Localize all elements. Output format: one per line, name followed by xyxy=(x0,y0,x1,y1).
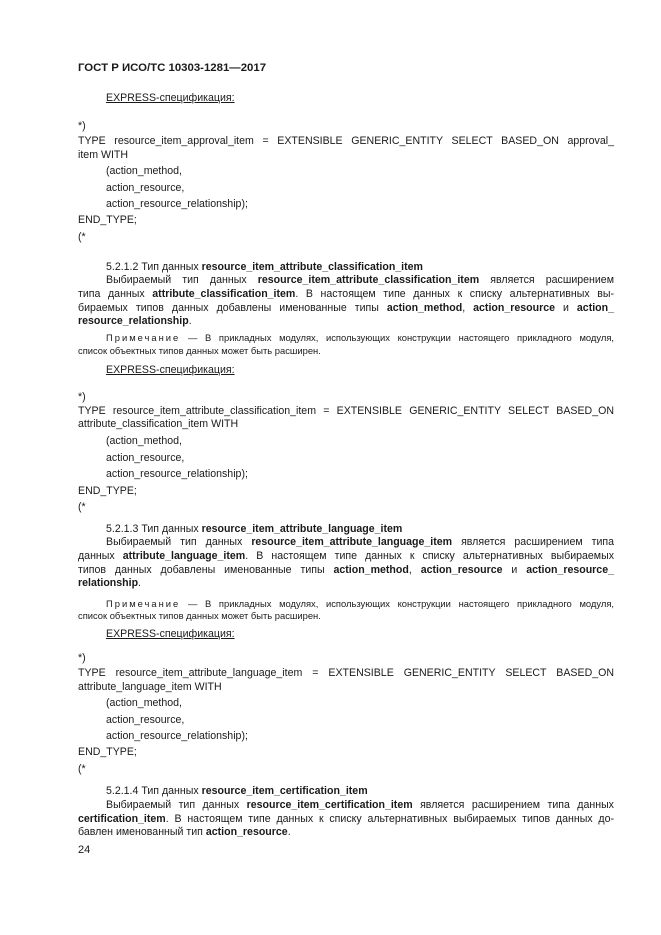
express-spec-label: EXPRESS-спецификация: xyxy=(106,628,235,640)
express-spec-label: EXPRESS-спецификация: xyxy=(106,92,235,104)
paragraph-line: Выбираемый тип данных resource_item_certification_item является расширением типа данных xyxy=(106,799,614,811)
express-spec-label: EXPRESS-спецификация: xyxy=(106,364,235,376)
select-item: action_resource, xyxy=(106,182,185,194)
paragraph-line: бавлен именованный тип action_resource. xyxy=(78,826,291,838)
note-line: Примечание — В прикладных модулях, использующих конструкции настоящего прикладного модуля, xyxy=(106,598,614,609)
end-type: END_TYPE; xyxy=(78,485,137,497)
paragraph-line: данных attribute_language_item. В настоящем типе данных к списку альтернативных выбираемых xyxy=(78,550,614,562)
section-heading: 5.2.1.3 Тип данных resource_item_attribute_language_item xyxy=(106,523,403,535)
comment-open: (* xyxy=(78,501,86,513)
type-declaration-line: TYPE resource_item_attribute_classification_item = EXTENSIBLE GENERIC_ENTITY SELECT BASED_ON xyxy=(78,405,614,417)
end-type: END_TYPE; xyxy=(78,214,137,226)
paragraph-line: бираемых типов данных добавлены именованные типы action_method, action_resource и action_ xyxy=(78,302,614,314)
comment-close: *) xyxy=(78,120,86,132)
paragraph-line: certification_item. В настоящем типе данных к списку альтернативных выбираемых типов данных до- xyxy=(78,813,614,825)
section-heading: 5.2.1.2 Тип данных resource_item_attribute_classification_item xyxy=(106,261,423,273)
select-item: (action_method, xyxy=(106,435,182,447)
paragraph-line: типа данных attribute_classification_item. В настоящем типе данных к списку альтернативных вы- xyxy=(78,288,614,300)
select-item: action_resource_relationship); xyxy=(106,730,248,742)
type-declaration-line: attribute_classification_item WITH xyxy=(78,418,239,430)
select-item: action_resource_relationship); xyxy=(106,468,248,480)
paragraph-line: Выбираемый тип данных resource_item_attribute_classification_item является расширением xyxy=(106,274,614,286)
section-heading: 5.2.1.4 Тип данных resource_item_certification_item xyxy=(106,785,368,797)
paragraph-line: resource_relationship. xyxy=(78,315,192,327)
select-item: (action_method, xyxy=(106,165,182,177)
comment-close: *) xyxy=(78,652,86,664)
paragraph-line: relationship. xyxy=(78,577,141,589)
comment-open: (* xyxy=(78,763,86,775)
type-declaration-line: TYPE resource_item_attribute_language_item = EXTENSIBLE GENERIC_ENTITY SELECT BASED_ON xyxy=(78,667,614,679)
type-declaration-line: TYPE resource_item_approval_item = EXTENSIBLE GENERIC_ENTITY SELECT BASED_ON approval_ xyxy=(78,135,614,147)
type-declaration-line: attribute_language_item WITH xyxy=(78,681,222,693)
select-item: (action_method, xyxy=(106,697,182,709)
page-header-title: ГОСТ Р ИСО/ТС 10303-1281—2017 xyxy=(78,62,267,74)
note-line: список объектных типов данных может быть расширен. xyxy=(78,345,321,356)
select-item: action_resource_relationship); xyxy=(106,198,248,210)
select-item: action_resource, xyxy=(106,714,185,726)
note-line: список объектных типов данных может быть расширен. xyxy=(78,610,321,621)
paragraph-line: типов данных добавлены именованные типы action_method, action_resource и action_resource_ xyxy=(78,564,614,576)
comment-close: *) xyxy=(78,391,86,403)
end-type: END_TYPE; xyxy=(78,746,137,758)
comment-open: (* xyxy=(78,231,86,243)
select-item: action_resource, xyxy=(106,452,185,464)
note-line: Примечание — В прикладных модулях, использующих конструкции настоящего прикладного модуля, xyxy=(106,332,614,343)
type-declaration-line: item WITH xyxy=(78,149,129,161)
page-number: 24 xyxy=(78,844,91,856)
paragraph-line: Выбираемый тип данных resource_item_attribute_language_item является расширением типа xyxy=(106,536,614,548)
